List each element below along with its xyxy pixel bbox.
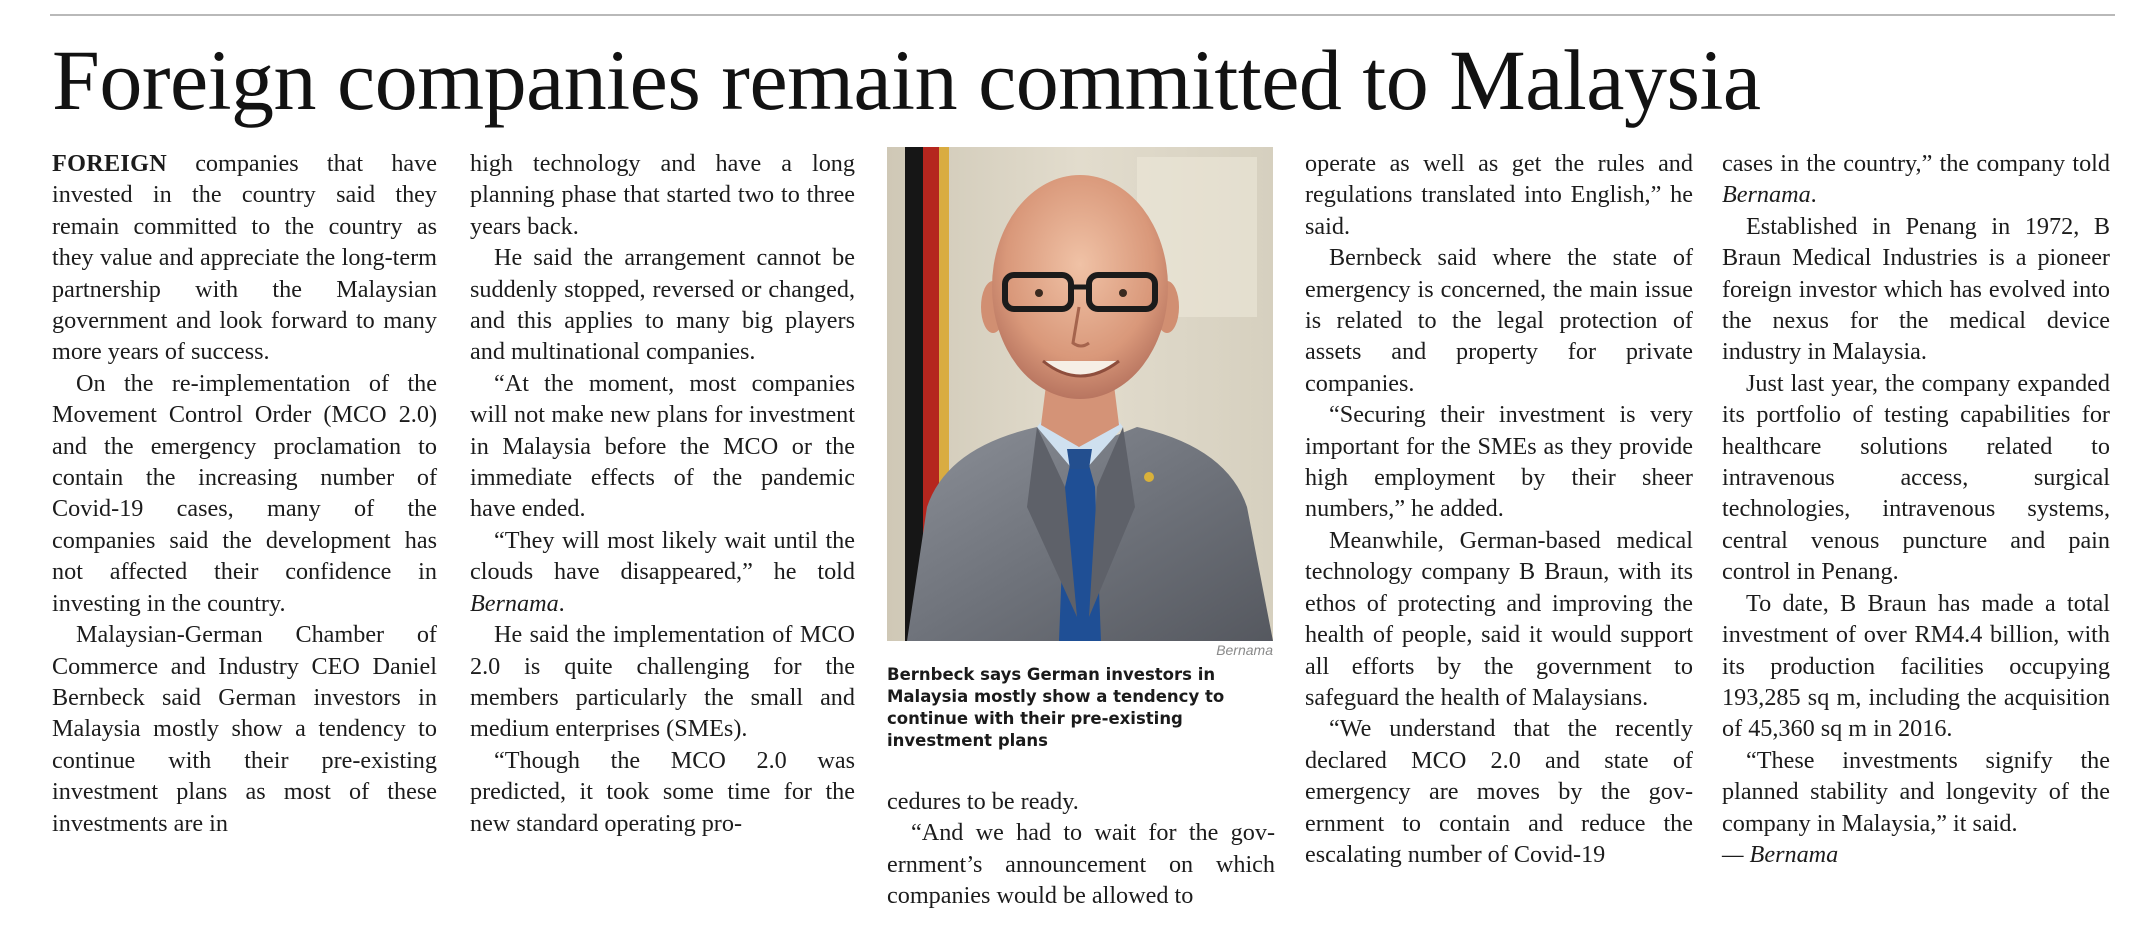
paragraph: He said the implementation of MCO 2.0 is quite challenging for the members particularly the small and medium enterprises (SMEs). bbox=[470, 621, 855, 743]
paragraph: Just last year, the company expanded its portfolio of testing capabilities for healthcare solutions related to intravenous access, surgical technologies, intravenous systems, central venous puncture and pain control in Penang. bbox=[1722, 369, 2110, 586]
signoff-text: — Bernama bbox=[1722, 840, 1839, 868]
paragraph-text: companies that have invested in the country said they remain committed to the country as they value and appreciate the long-term partnership with the Malaysian government and look forward to many more years of success. bbox=[52, 150, 437, 366]
paragraph-text: . bbox=[1810, 181, 1817, 209]
paragraph: On the re-implementation of the Movement Control Order (MCO 2.0) and the emergency proclamation to contain the increasing number of Covid-19 cases, many of the companies said the development has not affected their confidence in investing in the country. bbox=[52, 369, 437, 617]
article-column-4 bbox=[1305, 148, 1693, 870]
paragraph bbox=[470, 525, 855, 619]
source-name: Bernama bbox=[1722, 181, 1811, 209]
paragraph bbox=[1722, 148, 2110, 211]
paragraph: “And we had to wait for the government’s announcement on which companies would be allowed to bbox=[887, 819, 1275, 910]
photo-credit: Bernama bbox=[1216, 642, 1273, 658]
top-rule bbox=[50, 14, 2115, 16]
source-name: Bernama bbox=[470, 589, 559, 617]
paragraph: Meanwhile, German-based medical technology company B Braun, with its ethos of protecting and improving the health of people, said it would support all efforts by the government to safeguard the health of Malaysians. bbox=[1305, 526, 1693, 711]
article-column-3 bbox=[887, 786, 1275, 912]
photo-caption: Bernbeck says German investors in Malaysia mostly show a tendency to continue with their pre-existing investment plans bbox=[887, 665, 1225, 750]
paragraph: operate as well as get the rules and regulations translated into English,” he said. bbox=[1305, 150, 1693, 240]
paragraph-text: “They will most likely wait until the clouds have disappeared,” he told bbox=[470, 526, 855, 586]
lead-word: FOREIGN bbox=[52, 150, 167, 177]
paragraph-text: cases in the country,” the company told bbox=[1722, 150, 2110, 177]
paragraph: Bernbeck said where the state of emergency is concerned, the main issue is related to the legal protection of assets and property for private companies. bbox=[1305, 244, 1693, 397]
paragraph: cedures to be ready. bbox=[887, 788, 1079, 815]
paragraph: He said the arrangement cannot be suddenly stopped, reversed or changed, and this applies to many big players and multinational companies. bbox=[470, 244, 855, 366]
portrait-illustration bbox=[887, 147, 1273, 641]
article-column-1 bbox=[52, 148, 437, 839]
headline: Foreign companies remain committed to Malaysia bbox=[52, 32, 1761, 128]
paragraph: “Securing their investment is very important for the SMEs as they provide high employment by their sheer numbers,” he added. bbox=[1305, 401, 1693, 523]
paragraph: “Though the MCO 2.0 was predicted, it took some time for the new standard operating pro- bbox=[470, 746, 855, 837]
paragraph: “These investments signify the planned stability and longevity of the company in Malaysia,” it said. bbox=[1722, 746, 2110, 837]
paragraph: Malaysian-German Chamber of Commerce and Industry CEO Daniel Bernbeck said German investors in Malaysia mostly show a tendency to continue with their pre-existing investment plans as most of these investments are in bbox=[52, 621, 437, 837]
paragraph: high technology and have a long planning phase that started two to three years back. bbox=[470, 150, 855, 240]
paragraph: To date, B Braun has made a total investment of over RM4.4 billion, with its production facilities occupying 193,285 sq m, including the acquisition of 45,360 sq m in 2016. bbox=[1722, 589, 2110, 743]
signoff bbox=[1722, 839, 2110, 870]
article-column-2 bbox=[470, 148, 855, 839]
paragraph: Established in Penang in 1972, B Braun Medical Industries is a pioneer foreign investor which has evolved into the nexus for the medical device industry in Malaysia. bbox=[1722, 212, 2110, 366]
article-column-5 bbox=[1722, 148, 2110, 870]
paragraph: “We understand that the recently declared MCO 2.0 and state of emergency are moves by the government to contain and reduce the escalating number of Covid-19 bbox=[1305, 715, 1693, 868]
paragraph bbox=[52, 148, 437, 368]
portrait-photo bbox=[887, 147, 1273, 641]
paragraph: “At the moment, most companies will not make new plans for investment in Malaysia before the MCO or the immediate effects of the pandemic have ended. bbox=[470, 369, 855, 523]
paragraph-text: . bbox=[558, 589, 565, 617]
